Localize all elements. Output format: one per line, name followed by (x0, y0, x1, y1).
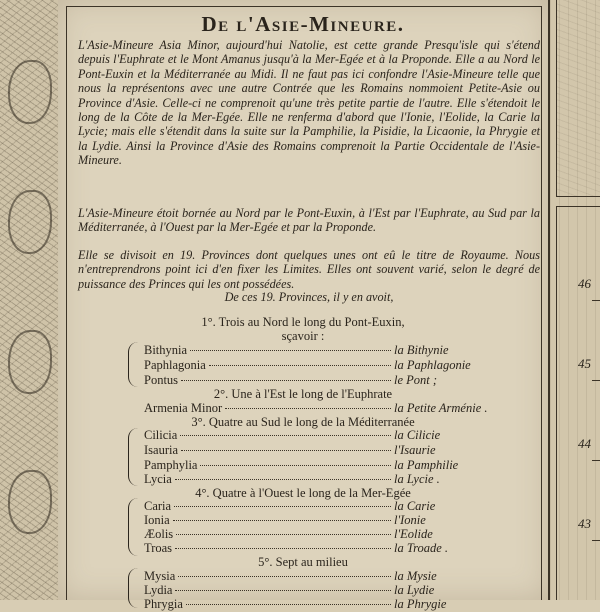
brace (128, 498, 141, 556)
latin-name: Æolis (144, 527, 174, 541)
decorative-border (0, 0, 60, 600)
section-heading: 5°. Sept au milieu (258, 555, 348, 569)
french-name: la Carie (394, 499, 436, 513)
latitude-tick (592, 380, 600, 381)
ornament-scroll (8, 330, 52, 394)
latin-name: Cilicia (144, 428, 178, 442)
section-heading: 2°. Une à l'Est le long de l'Euphrate (213, 387, 393, 401)
latin-name: Ionia (144, 513, 170, 527)
french-name: l'Ionie (394, 513, 426, 527)
province-row (144, 343, 524, 358)
province-row (144, 373, 524, 388)
province-row (144, 513, 524, 528)
french-name: la Mysie (394, 569, 437, 583)
brace (128, 428, 141, 486)
province-row (144, 458, 524, 473)
province-row (144, 569, 524, 584)
province-row (144, 428, 524, 443)
latitude-tick (592, 460, 600, 461)
latitude-tick (592, 300, 600, 301)
province-row (144, 358, 524, 373)
ornament-scroll (8, 190, 52, 254)
section-heading: 4°. Quatre à l'Ouest le long de la Mer-Egée (195, 486, 411, 500)
latin-name: Bithynia (144, 343, 188, 357)
paragraph-lead: De ces 19. Provinces, il y en avoit, (224, 290, 394, 304)
brace (128, 342, 141, 387)
paragraph-borders: L'Asie-Mineure étoit bornée au Nord par le Pont-Euxin, à l'Est par l'Euphrate, au Sud par la Méditerranée, à l'Ouest par la Mer-Egée et par la Proponde. (78, 206, 540, 235)
latin-name: Lydia (144, 583, 173, 597)
latitude-label: 45 (578, 356, 591, 371)
section-heading: 1°. Trois au Nord le long du Pont-Euxin, (201, 315, 405, 329)
latin-name: Lycia (144, 472, 172, 486)
paragraph-intro: L'Asie-Mineure Asia Minor, aujourd'hui Natolie, est cette grande Presqu'isle qui s'étend depuis l'Euphrate et le Mont Amanus jusqu'à la Mer-Egée et à la Proponde. Elle a au Nord le Pont-Euxin et la Méditerranée au Midi. Il ne faut pas ici confondre l'Asie-Mineure telle que nous la représentons avec une autre Contrée que les Romains nommoient Petite-Asie ou Province d'Asie. Celle-ci ne comprenoit qu'une très petite partie de l'autre. Elle s'étendoit le long de la Côte de la Mer-Egée. Elle ne renferma d'abord que l'Ionie, l'Eolide, la Carie la Lycie; mais elle s'étendit dans la suite sur la Pamphilie, la Pisidie, la Licaonie, la Phrygie et la Lydie. Ainsi la Province d'Asie des Romains comprenoit la Partie Occidentale de l'Asie-Mineure. (78, 38, 540, 168)
paragraph-provinces: Elle se divisoit en 19. Provinces dont quelques unes ont eû le titre de Royaume. Nous n'entreprendrons point ici d'en fixer les Limites. Elles ont souvent varié, selon le degré de puissance des Princes qui les ont possédées. (78, 248, 540, 291)
french-name: la Pamphilie (394, 458, 459, 472)
french-name: la Lydie (394, 583, 435, 597)
section-heading: 3°. Quatre au Sud le long de la Méditerranée (191, 415, 415, 429)
latin-name: Armenia Minor (144, 401, 223, 415)
page-title: De l'Asie-Mineure. (201, 12, 405, 36)
latin-name: Troas (144, 541, 173, 555)
french-name: la Paphlagonie (394, 358, 471, 372)
latin-name: Paphlagonia (144, 358, 206, 372)
latitude-tick (592, 540, 600, 541)
french-name: la Cilicie (394, 428, 441, 442)
brace (128, 568, 141, 608)
latin-name: Phrygia (144, 597, 183, 611)
section-subheading: sçavoir : (281, 329, 325, 343)
latin-name: Caria (144, 499, 172, 513)
latitude-label: 43 (578, 516, 591, 531)
latitude-label: 46 (578, 276, 591, 291)
province-row (144, 583, 524, 598)
map-margin (548, 0, 600, 600)
province-row (144, 541, 524, 556)
ornament-scroll (8, 60, 52, 124)
latin-name: Pontus (144, 373, 179, 387)
text-panel (58, 0, 548, 611)
province-row (144, 472, 524, 487)
french-name: la Troade . (394, 541, 449, 555)
province-row (144, 499, 524, 514)
french-name: la Lycie . (394, 472, 440, 486)
latitude-label: 44 (578, 436, 591, 451)
french-name: le Pont ; (394, 373, 438, 387)
french-name: la Petite Arménie . (394, 401, 488, 415)
province-row (144, 527, 524, 542)
latin-name: Isauria (144, 443, 179, 457)
latin-name: Mysia (144, 569, 176, 583)
ornament-scroll (8, 470, 52, 534)
french-name: l'Eolide (394, 527, 433, 541)
province-row (144, 597, 524, 612)
map-inset (556, 0, 600, 197)
french-name: la Phrygie (394, 597, 447, 611)
french-name: l'Isaurie (394, 443, 436, 457)
french-name: la Bithynie (394, 343, 449, 357)
latin-name: Pamphylia (144, 458, 198, 472)
province-row (144, 443, 524, 458)
province-row (144, 401, 524, 416)
